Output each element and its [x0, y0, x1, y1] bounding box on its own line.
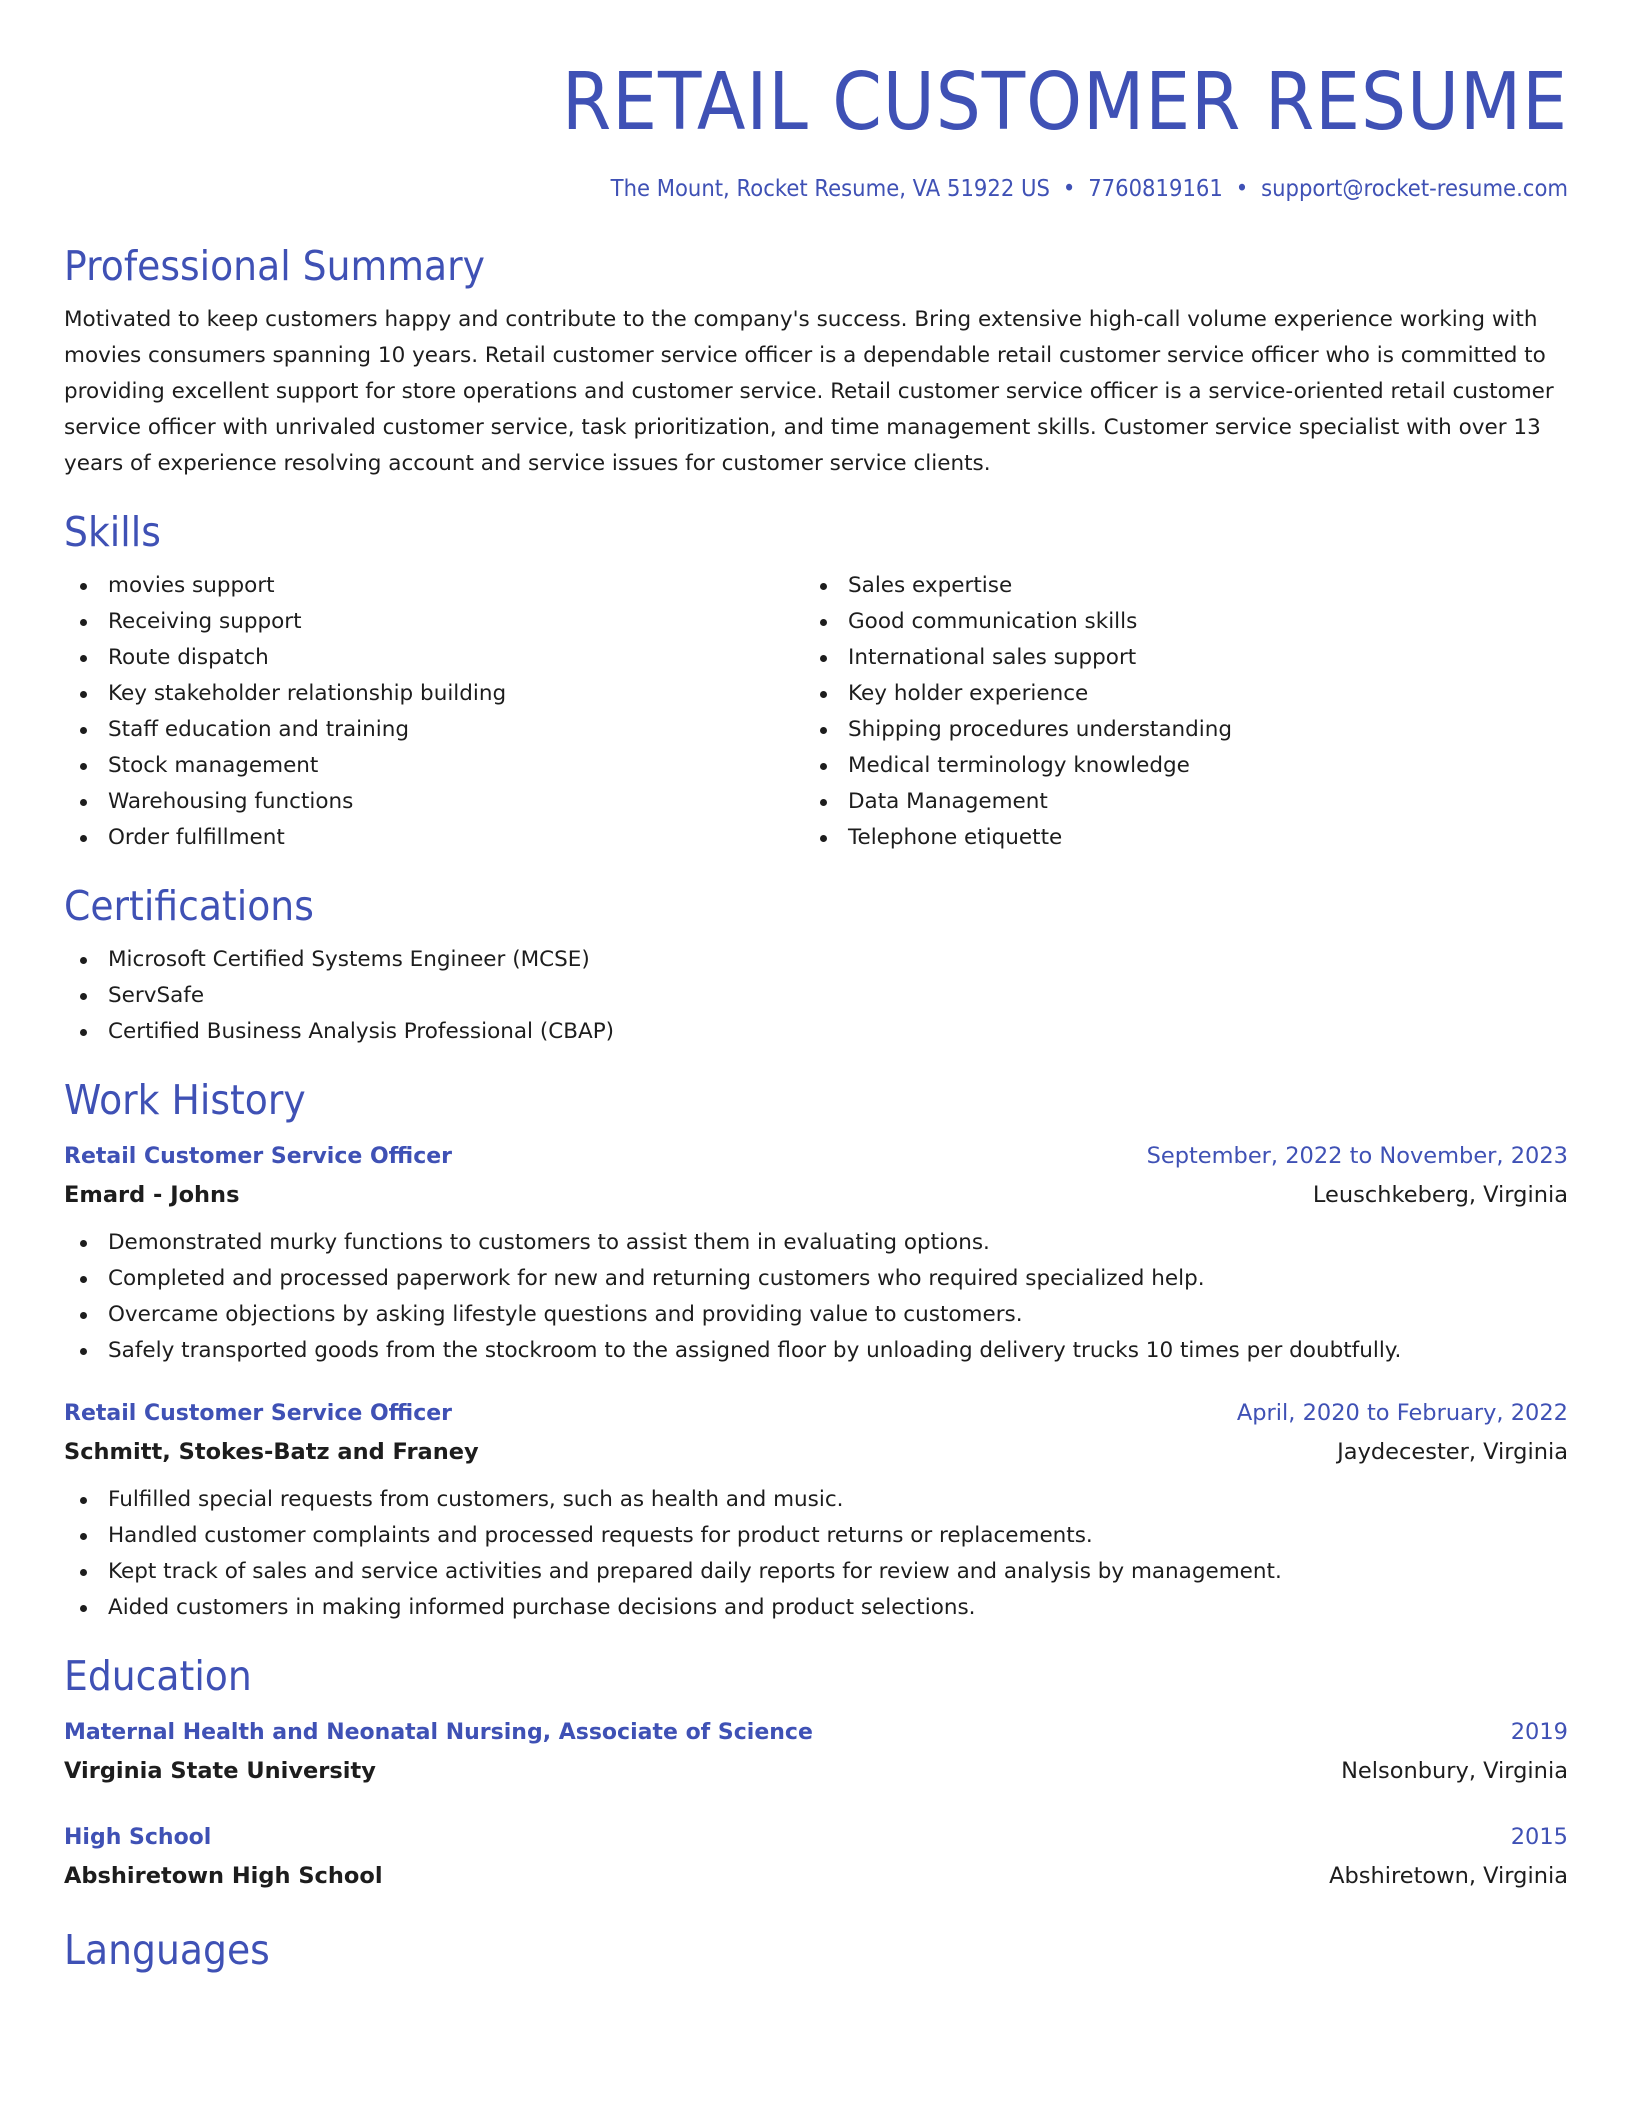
contact-phone: 7760819161 — [1088, 176, 1223, 202]
education-section — [64, 1648, 1568, 1896]
skill-item: Telephone etiquette — [804, 820, 1544, 856]
certifications-section — [64, 878, 1568, 1050]
job-entry — [64, 1395, 1568, 1626]
skill-item: Medical terminology knowledge — [804, 748, 1544, 784]
education-header-row — [64, 1714, 1568, 1751]
job-dates: April, 2020 to February, 2022 — [1236, 1400, 1568, 1426]
skill-item: Warehousing functions — [64, 784, 804, 820]
job-header-row — [64, 1395, 1568, 1432]
job-location: Leuschkeberg, Virginia — [1312, 1182, 1568, 1208]
education-degree: High School — [64, 1825, 212, 1850]
languages-section — [64, 1922, 1568, 1978]
job-employer-row — [64, 1175, 1568, 1215]
skill-item: Route dispatch — [64, 640, 804, 676]
job-duty: Overcame objections by asking lifestyle questions and providing value to customers. — [64, 1297, 1568, 1333]
skill-item: Key stakeholder relationship building — [64, 676, 804, 712]
job-entry — [64, 1138, 1568, 1369]
section-title-work-history: Work History — [64, 1076, 306, 1124]
skills-list-left — [64, 568, 804, 856]
skill-item: Staff education and training — [64, 712, 804, 748]
skill-item: Stock management — [64, 748, 804, 784]
job-employer: Schmitt, Stokes-Batz and Franey — [64, 1439, 479, 1465]
job-duty: Kept track of sales and service activities and prepared daily reports for review and analysis by management. — [64, 1554, 1568, 1590]
education-school-row — [64, 1751, 1568, 1791]
education-year: 2015 — [1510, 1824, 1568, 1850]
skills-list-right — [804, 568, 1544, 856]
education-school: Virginia State University — [64, 1758, 376, 1784]
job-title: Retail Customer Service Officer — [64, 1144, 453, 1169]
job-duty: Safely transported goods from the stockroom to the assigned floor by unloading delivery trucks 10 times per doubtfully. — [64, 1333, 1568, 1369]
job-duties-list — [64, 1225, 1568, 1369]
education-entry — [64, 1714, 1568, 1791]
skill-item: Key holder experience — [804, 676, 1544, 712]
skill-item: Data Management — [804, 784, 1544, 820]
education-header-row — [64, 1819, 1568, 1856]
contact-separator: • — [1235, 176, 1249, 202]
education-year: 2019 — [1510, 1719, 1568, 1745]
education-degree: Maternal Health and Neonatal Nursing, Associate of Science — [64, 1720, 813, 1745]
section-title-certifications: Certifications — [64, 882, 314, 930]
section-title-skills: Skills — [64, 508, 161, 556]
section-title-summary: Professional Summary — [64, 242, 485, 290]
job-duties-list — [64, 1482, 1568, 1626]
summary-section — [64, 238, 1568, 482]
job-duty: Demonstrated murky functions to customers to assist them in evaluating options. — [64, 1225, 1568, 1261]
job-title: Retail Customer Service Officer — [64, 1401, 453, 1426]
job-employer: Emard - Johns — [64, 1182, 240, 1208]
education-location: Nelsonbury, Virginia — [1341, 1758, 1568, 1784]
contact-separator: • — [1062, 176, 1076, 202]
skill-item: Sales expertise — [804, 568, 1544, 604]
skill-item: Receiving support — [64, 604, 804, 640]
job-duty: Completed and processed paperwork for new and returning customers who required specialized help. — [64, 1261, 1568, 1297]
skill-item: Shipping procedures understanding — [804, 712, 1544, 748]
job-employer-row — [64, 1432, 1568, 1472]
contact-address: The Mount, Rocket Resume, VA 51922 US — [610, 176, 1050, 202]
section-title-languages: Languages — [64, 1926, 270, 1974]
skill-item: International sales support — [804, 640, 1544, 676]
skills-section — [64, 504, 1568, 856]
education-location: Abshiretown, Virginia — [1329, 1863, 1568, 1889]
job-header-row — [64, 1138, 1568, 1175]
certification-item: ServSafe — [64, 978, 1568, 1014]
job-duty: Fulfilled special requests from customers, such as health and music. — [64, 1482, 1568, 1518]
resume-name: RETAIL CUSTOMER RESUME — [561, 56, 1568, 148]
contact-email[interactable]: support@rocket-resume.com — [1261, 176, 1568, 202]
skill-item: Good communication skills — [804, 604, 1544, 640]
job-duty: Aided customers in making informed purchase decisions and product selections. — [64, 1590, 1568, 1626]
job-dates: September, 2022 to November, 2023 — [1146, 1143, 1568, 1169]
job-location: Jaydecester, Virginia — [1337, 1439, 1568, 1465]
certifications-list — [64, 942, 1568, 1050]
work-history-section — [64, 1072, 1568, 1626]
section-title-education: Education — [64, 1652, 252, 1700]
certification-item: Certified Business Analysis Professional (CBAP) — [64, 1014, 1568, 1050]
education-school: Abshiretown High School — [64, 1863, 383, 1889]
skill-item: movies support — [64, 568, 804, 604]
contact-line — [184, 172, 1568, 206]
skills-columns — [64, 568, 1568, 856]
summary-text: Motivated to keep customers happy and contribute to the company's success. Bring extensive high-call volume experience working with movies consumers spanning 10 years. Retail customer service officer is a dependable retail customer service officer who is committed to providing excellent support for store operations and customer service. Retail customer service officer is a service-oriented retail customer service officer with unrivaled customer service, task prioritization, and time management skills. Customer service specialist with over 13 years of experience resolving account and service issues for customer service clients. — [64, 307, 1554, 476]
education-school-row — [64, 1856, 1568, 1896]
certification-item: Microsoft Certified Systems Engineer (MCSE) — [64, 942, 1568, 978]
skill-item: Order fulfillment — [64, 820, 804, 856]
job-duty: Handled customer complaints and processed requests for product returns or replacements. — [64, 1518, 1568, 1554]
education-entry — [64, 1819, 1568, 1896]
